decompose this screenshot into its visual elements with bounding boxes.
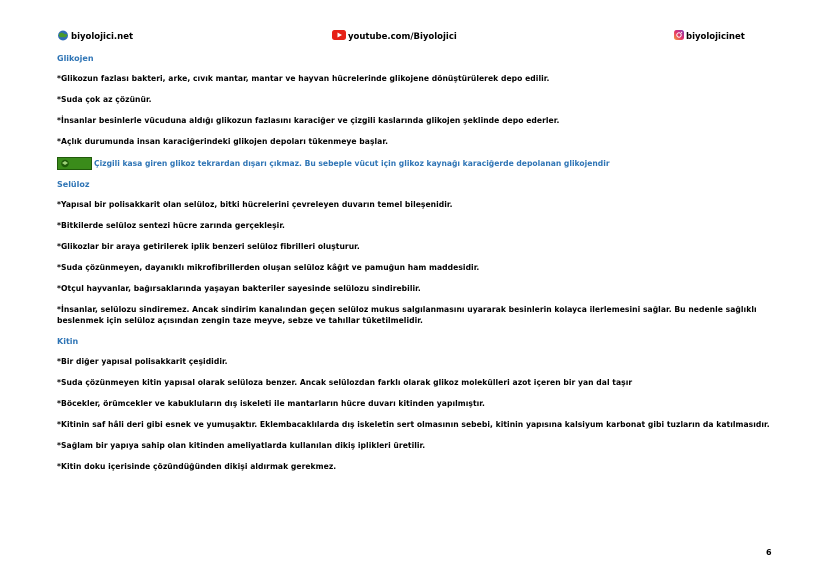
header-website[interactable] — [57, 30, 133, 44]
instagram-icon — [674, 30, 684, 43]
kitin-paragraph-5: *Sağlam bir yapıya sahip olan kitinden ameliyatlarda kullanılan dikiş iplikleri üretilir. — [57, 441, 426, 450]
seluloz-paragraph-1: *Yapısal bir polisakkarit olan selüloz, bitki hücrelerini çevreleyen duvarın temel bileşenidir. — [57, 200, 453, 209]
header-youtube-label: youtube.com/Biyolojici — [348, 31, 457, 42]
kitin-paragraph-3: *Böcekler, örümcekler ve kabukluların dış iskeleti ile mantarların hücre duvarı kitinden yapılmıştır. — [57, 399, 485, 408]
glikojen-note-text: Çizgili kasa giren glikoz tekrardan dışarı çıkmaz. Bu sebeple vücut için glikoz kaynağı karaciğerde depolanan glikojendir — [94, 159, 610, 168]
glikojen-paragraph-1: *Glikozun fazlası bakteri, arke, cıvık mantar, mantar ve hayvan hücrelerinde glikojene dönüştürülerek depo edilir. — [57, 74, 550, 83]
seluloz-paragraph-4: *Suda çözünmeyen, dayanıklı mikrofibrillerden oluşan selüloz kâğıt ve pamuğun ham maddesidir. — [57, 263, 480, 272]
kitin-paragraph-2: *Suda çözünmeyen kitin yapısal olarak selülozа benzer. Ancak selülozdan farklı olarak glikoz molekülleri azot içeren bir yan dal taşır — [57, 378, 633, 387]
section-title-seluloz: Selüloz — [57, 180, 90, 189]
youtube-icon — [332, 30, 346, 43]
seluloz-paragraph-3: *Glikozlar bir araya getirilerek iplik benzeri selüloz fibrilleri oluşturur. — [57, 242, 360, 251]
header-instagram[interactable] — [674, 30, 745, 43]
header-instagram-label: biyolojicinet — [686, 31, 745, 42]
page-header — [0, 30, 828, 44]
header-website-label: biyolojici.net — [71, 32, 134, 42]
seluloz-paragraph-6: *İnsanlar, selülozu sindiremez. Ancak sindirim kanalından geçen selüloz mukus salgılanmasını uyararak besinlerin kolayca ilerlemesini sağlar. Bu nedenle sağlıklı beslenmek için selüloz açısından zengin taze meyve, sebze ve tahıllar tüketilmelidir. — [57, 305, 757, 325]
kitin-paragraph-4: *Kitinin saf hâli deri gibi esnek ve yumuşaktır. Eklembacaklılarda dış iskeletin sert olmasının sebebi, kitinin yapısına kalsiyum karbonat gibi tuzların da katılmasıdır. — [57, 420, 770, 429]
kitin-paragraph-1: *Bir diğer yapısal polisakkarit çeşididir. — [57, 357, 228, 366]
glikojen-paragraph-4: *Açlık durumunda insan karaciğerindeki glikojen depoları tükenmeye başlar. — [57, 137, 389, 146]
section-title-kitin: Kitin — [57, 337, 79, 346]
page-content — [57, 53, 772, 482]
seluloz-paragraph-2: *Bitkilerde selüloz sentezi hücre zarında gerçekleşir. — [57, 221, 285, 230]
header-youtube[interactable] — [332, 30, 457, 43]
glikojen-paragraph-3: *İnsanlar besinlerle vücuduna aldığı glikozun fazlasını karaciğer ve çizgili kaslarında glikojen şeklinde depo ederler. — [57, 116, 560, 125]
globe-icon — [57, 30, 69, 44]
glikojen-paragraph-2: *Suda çok az çözünür. — [57, 95, 152, 104]
page-number: 6 — [766, 548, 772, 557]
glikojen-note — [57, 157, 772, 170]
seluloz-paragraph-5: *Otçul hayvanlar, bağırsaklarında yaşayan bakteriler sayesinde selülozu sindirebilir. — [57, 284, 421, 293]
kitin-paragraph-6: *Kitin doku içerisinde çözündüğünden dikişi aldırmak gerekmez. — [57, 462, 337, 471]
section-title-glikojen: Glikojen — [57, 54, 94, 63]
biyolojici-logo-icon — [57, 157, 92, 170]
